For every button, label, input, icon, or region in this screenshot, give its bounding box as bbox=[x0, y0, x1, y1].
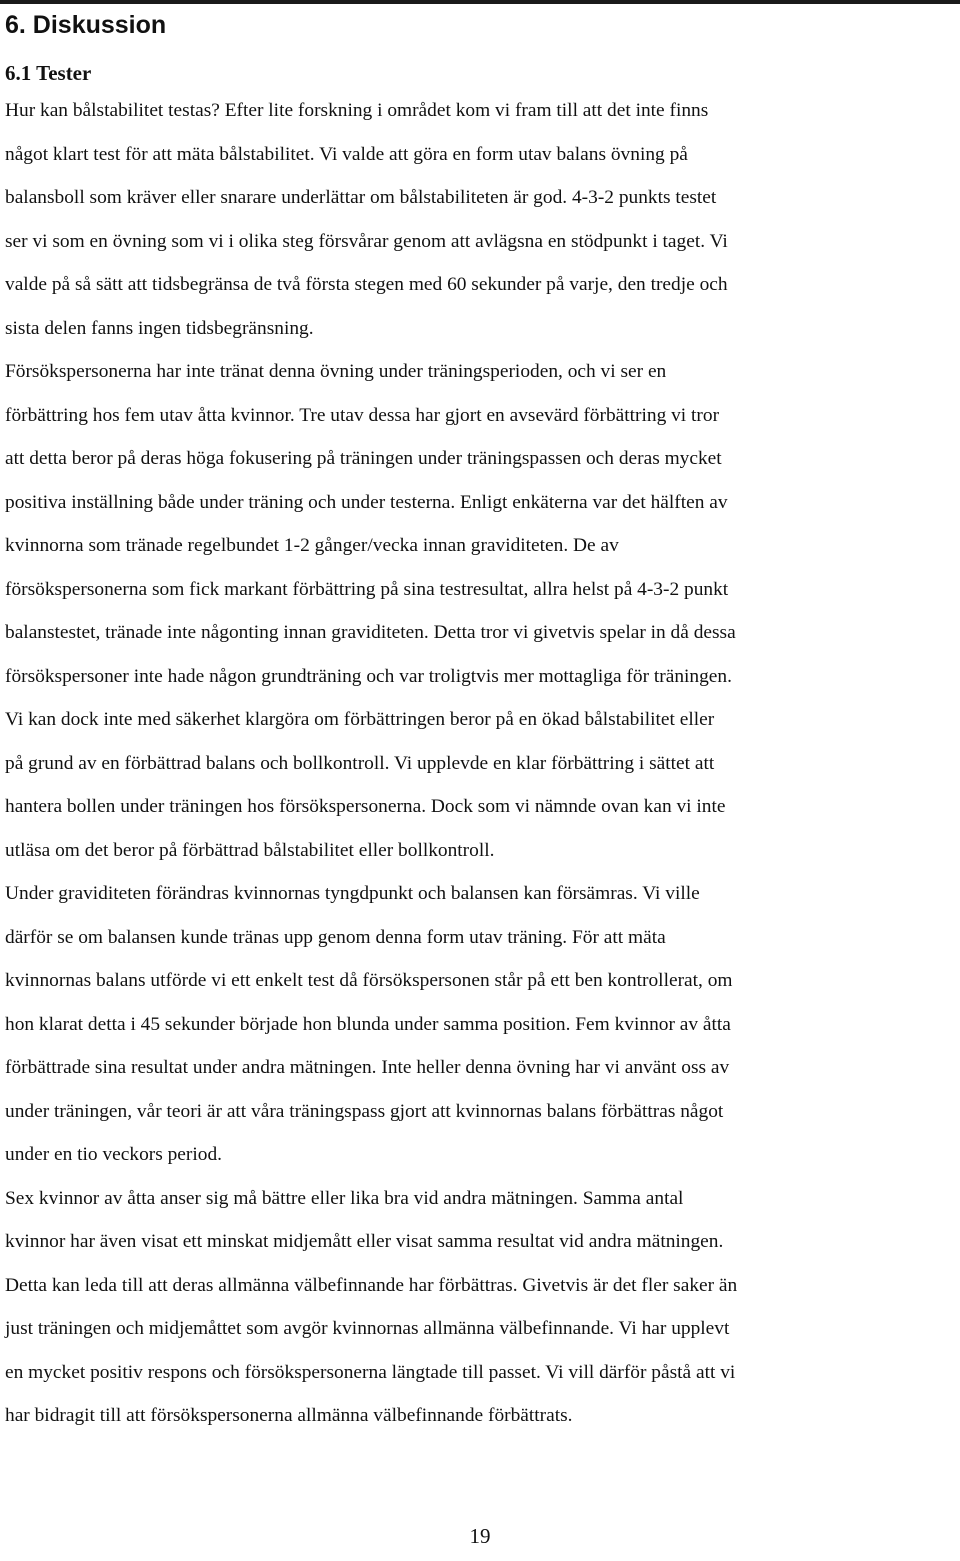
subsection-heading: 6.1 Tester bbox=[5, 61, 92, 85]
text-line: försökspersonerna som fick markant förbättring på sina testresultat, allra helst på 4-3-2 punkt bbox=[5, 578, 729, 600]
text-line: Detta kan leda till att deras allmänna välbefinnande har förbättras. Givetvis är det fler saker än bbox=[5, 1274, 738, 1296]
text-line: under en tio veckors period. bbox=[5, 1144, 222, 1165]
text-line: därför se om balansen kunde tränas upp genom denna form utav träning. För att mäta bbox=[5, 926, 666, 948]
text-line: positiva inställning både under träning och under testerna. Enligt enkäterna var det hälften av bbox=[5, 491, 728, 513]
text-line: försökspersoner inte hade någon grundträning och var troligtvis mer mottagliga för träningen. bbox=[5, 665, 732, 687]
paragraph-1 bbox=[5, 89, 957, 350]
header-rule bbox=[0, 0, 960, 4]
page-number: 19 bbox=[469, 1524, 491, 1548]
text-line: valde på så sätt att tidsbegränsa de två första stegen med 60 sekunder på varje, den tredje och bbox=[5, 274, 728, 295]
text-line: förbättring hos fem utav åtta kvinnor. Tre utav dessa har gjort en avsevärd förbättring vi tror bbox=[5, 404, 720, 426]
text-line: hantera bollen under träningen hos försökspersonerna. Dock som vi nämnde ovan kan vi inte bbox=[5, 796, 726, 817]
text-line: Sex kvinnor av åtta anser sig må bättre eller lika bra vid andra mätningen. Samma antal bbox=[5, 1187, 684, 1209]
paragraph-2 bbox=[5, 350, 957, 872]
text-line: något klart test för att mäta bålstabilitet. Vi valde att göra en form utav balans övning på bbox=[5, 143, 688, 165]
text-line: balansboll som kräver eller snarare underlättar om bålstabiliteten är god. 4-3-2 punkts testet bbox=[5, 187, 717, 208]
text-line: Försökspersonerna har inte tränat denna övning under träningsperioden, och vi ser en bbox=[5, 361, 667, 382]
text-line: balanstestet, tränade inte någonting innan graviditeten. Detta tror vi givetvis spelar in då dessa bbox=[5, 622, 736, 643]
text-line: att detta beror på deras höga fokusering på träningen under träningspassen och deras mycket bbox=[5, 448, 722, 469]
text-line: kvinnornas balans utförde vi ett enkelt test då försökspersonen står på ett ben kontrollerat, om bbox=[5, 970, 733, 991]
text-line: på grund av en förbättrad balans och bollkontroll. Vi upplevde en klar förbättring i sättet att bbox=[5, 752, 715, 774]
text-line: Hur kan bålstabilitet testas? Efter lite forskning i området kom vi fram till att det inte finns bbox=[5, 100, 709, 121]
text-line: förbättrade sina resultat under andra mätningen. Inte heller denna övning har vi använt oss av bbox=[5, 1057, 730, 1078]
text-line: kvinnorna som tränade regelbundet 1-2 gånger/vecka innan graviditeten. De av bbox=[5, 535, 619, 556]
paragraph-4 bbox=[5, 1177, 957, 1438]
text-line: under träningen, vår teori är att våra träningspass gjort att kvinnornas balans förbättras något bbox=[5, 1100, 724, 1122]
text-line: ser vi som en övning som vi i olika steg försvårar genom att avlägsna en stödpunkt i taget. Vi bbox=[5, 230, 728, 252]
text-line: har bidragit till att försökspersonerna allmänna välbefinnande förbättrats. bbox=[5, 1405, 573, 1426]
text-line: Under graviditeten förändras kvinnornas tyngdpunkt och balansen kan försämras. Vi ville bbox=[5, 883, 700, 904]
paragraph-3 bbox=[5, 872, 957, 1177]
text-line: sista delen fanns ingen tidsbegränsning. bbox=[5, 317, 314, 339]
text-line: just träningen och midjemåttet som avgör kvinnornas allmänna välbefinnande. Vi har upplevt bbox=[5, 1318, 730, 1339]
page-content bbox=[5, 7, 957, 1438]
text-line: utläsa om det beror på förbättrad bålstabilitet eller bollkontroll. bbox=[5, 839, 495, 861]
text-line: en mycket positiv respons och försökspersonerna längtade till passet. Vi vill därför påstå att vi bbox=[5, 1361, 736, 1383]
text-line: Vi kan dock inte med säkerhet klargöra om förbättringen beror på en ökad bålstabilitet eller bbox=[5, 709, 715, 730]
section-heading: 6. Diskussion bbox=[5, 11, 167, 39]
text-line: kvinnor har även visat ett minskat midjemått eller visat samma resultat vid andra mätningen. bbox=[5, 1231, 724, 1252]
text-line: hon klarat detta i 45 sekunder började hon blunda under samma position. Fem kvinnor av åtta bbox=[5, 1013, 731, 1035]
